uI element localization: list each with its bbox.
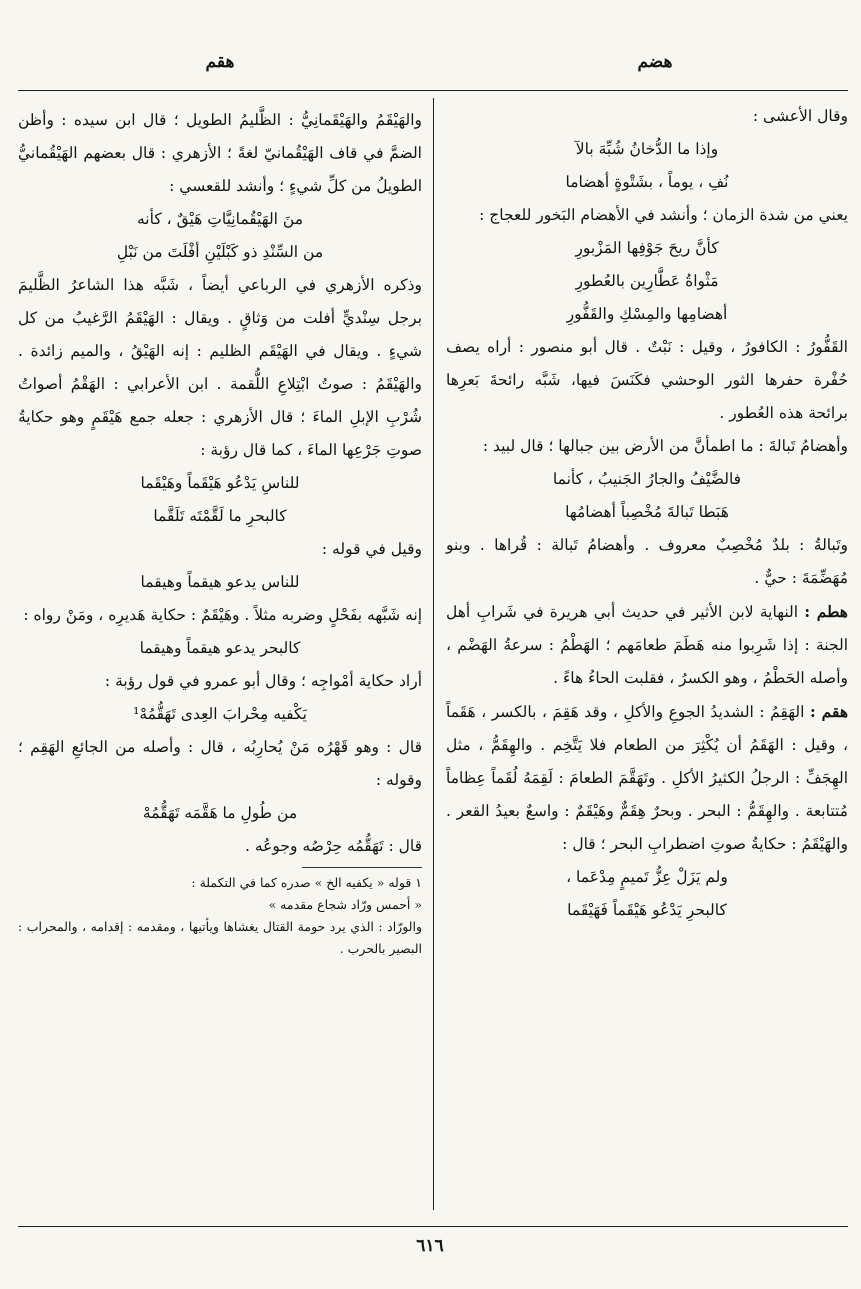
verse-line: نُفِ ، يوماً ، بشَتْوةٍ أهضاما (565, 173, 729, 191)
prose-paragraph: إنه شَبَّهه بفَحْلٍ وضربه مثلاً . وهَيْقَمٌ : حكاية هَديرِه ، ومَنْ رواه : (23, 606, 422, 624)
prose-paragraph: والهَيْقَمُ والهَيْقَمانِيُّ : الظَّليمُ الطويل ؛ قال ابن سيده : وأظن الضمَّ في قاف الهَيْقُمانيّ لغةً ؛ الأزهري : قال بعضهم الهَيْقُمانيُّ الطويلُ من كلِّ شيءٍ ؛ وأنشد للقعسي : (18, 111, 422, 195)
left-column (18, 104, 422, 960)
verse-line: كالبحرِ يَدْعُو هَيْقَماً فَهَيْقَما (567, 901, 727, 919)
prose-paragraph: وتَبالةُ : بلدٌ مُخْصِبٌ معروف . وأهضامُ تَبالة : قُراها . وبنو مُهَضِّمَةَ : حيٌّ . (446, 536, 848, 587)
footnote-rule (302, 867, 422, 868)
footer-rule (18, 1226, 848, 1227)
verse-line: ولم يَزَلْ عِزُّ تَميمٍ مِدْعَما ، (566, 868, 728, 886)
verse-line: يَكْفيه مِحْرابَ العِدى تَهَقُّمُهْ¹ (133, 705, 307, 723)
running-header-left: هقم (205, 52, 235, 72)
prose-paragraph: وقال الأعشى : (752, 107, 848, 125)
verse-line: كالبحر يدعو هيقماً وهيقما (139, 639, 301, 657)
prose-paragraph: القَفُّورُ : الكافورُ ، وقيل : نَبْتٌ . قال أبو منصور : أراه يصف حُفْرة حفرها الثور الوحشي فكَنَسَ فيها، شَبَّه رائحةَ بَعرِها برائحة هذه العُطور . (446, 338, 848, 422)
verse-line: كالبحرِ ما لَقَّمْتَه تَلَقَّما (153, 507, 287, 525)
dictionary-entry (446, 595, 848, 695)
right-column (446, 100, 848, 927)
entry-body: الهَقِمُ : الشديدُ الجوعِ والأكلِ ، وقد هَقِمَ ، بالكسر ، هَقَماً ، وقيل : الهَقَمُ أن يُكْثِرَ من الطعام فلا يَتَّخِم . والهِقَمُّ ، مثل الهِجَفِّ : الرجلُ الكثيرُ الأكلِ . وتَهَقَّمَ الطعامَ : لَقِمَهُ لُقَماً عِظاماً مُتتابعة . والهِقَمُّ : البحر . وبحرٌ هِقَمٌّ وهَيْقَمٌ : واسعٌ بعيدُ القعر . والهَيْقَمُ : حكايةُ صوتِ اضطرابِ البحر ؛ قال : (446, 703, 848, 853)
verse-line: منَ الهَيْقُمانِيَّاتِ هَيْقٌ ، كأنه (137, 210, 303, 228)
page-number: ٦١٦ (416, 1236, 444, 1256)
verse-line: من السِّنْدِ ذو كَبْلَيْنِ أفْلَتَ من نَبْلِ (116, 243, 324, 261)
verse-line: للناسِ يَدْعُو هَيْقَماً وهَيْقَما (140, 474, 300, 492)
verse-line: هَبَطا تَبالةَ مُخْصِباً أهضامُها (565, 503, 729, 521)
dictionary-entry (446, 695, 848, 861)
prose-paragraph: يعني من شدة الزمان ؛ وأنشد في الأهضام البَخور للعجاج : (479, 206, 848, 224)
verse-line: وإذا ما الدُّخانُ شُبِّهَ بالآ (575, 140, 719, 158)
verse-line: كأنَّ ريحَ جَوْفِها المَزْبورِ (575, 239, 719, 257)
prose-paragraph: وقيل في قوله : (321, 540, 422, 558)
header-rule (18, 90, 848, 91)
running-header-right: هضم (637, 52, 673, 72)
entry-headword: هقم : (809, 702, 848, 721)
column-divider (433, 98, 434, 1210)
verse-line: للناس يدعو هيقماً وهيقما (140, 573, 300, 591)
verse-line: مَثْواةُ عَطَّارِين بالعُطورِ (575, 272, 719, 290)
footnote-line: ١ قوله « يكفيه الخ » صدره كما في التكملة : (191, 875, 422, 890)
entry-body: النهاية لابن الأثير في حديث أبي هريرة في شَرابِ أهل الجنة : إذا شَرِبوا منه هَطَمَ طعامَهم ؛ الهَطْمُ : سرعةُ الهَضْم ، وأصله الحَطْمُ ، وهو الكسرُ ، فقلبت الحاءُ هاءً . (446, 603, 848, 687)
verse-line: من طُولِ ما هَقَّمَه تَهَقُّمُهْ (142, 804, 298, 822)
footnote-line: والورّاد : الذي يرد حومة القتال يغشاها ويأتيها ، ومقدمه : إقدامه ، والمحراب : البصير بالحرب . (18, 919, 422, 956)
entry-headword: هطم : (804, 602, 848, 621)
prose-paragraph: قال : تَهَقُّمُه حِرْصُه وجوعُه . (245, 837, 422, 855)
prose-paragraph: وذكره الأزهري في الرباعي أيضاً ، شَبَّه هذا الشاعرُ الظَّليمَ برجل سِنْديٍّ أفلت من وَثاقٍ . ويقال : الهَيْقَمُ الرَّغيبُ من كل شيءٍ . ويقال في الهَيْقَم الظليم : إنه الهَيْقُ ، والميم زائدة . والهَيْقَمُ : صوتُ ابْتِلاعِ اللُّقمة . ابن الأعرابي : الهَقْمُ أصواتُ شُرْبِ الإبلِ الماءَ ؛ قال الأزهري : جعله جمع هَيْقَمٍ وهو حكايةُ صوتِ جَرْعِها الماءَ ، كما قال رؤبة : (18, 276, 422, 459)
footnote-line: « أحمس ورّاد شجاع مقدمه » (268, 897, 422, 912)
verse-line: فالضَّيْفُ والجارُ الجَنيبُ ، كأنما (552, 470, 742, 488)
prose-paragraph: وأهضامُ تَبالةَ : ما اطمأنَّ من الأرض بين جبالها ؛ قال لبيد : (482, 437, 848, 455)
prose-paragraph: قال : وهو قَهْرُه مَنْ يُحارِبُه ، قال : وأصله من الجائعِ الهَقِم ؛ وقوله : (18, 738, 422, 789)
verse-line: أهضامِها والمِسْكِ والقَفُّورِ (566, 305, 728, 323)
prose-paragraph: أراد حكاية أمْواجِه ؛ وقال أبو عمرو في قول رؤبة : (104, 672, 422, 690)
